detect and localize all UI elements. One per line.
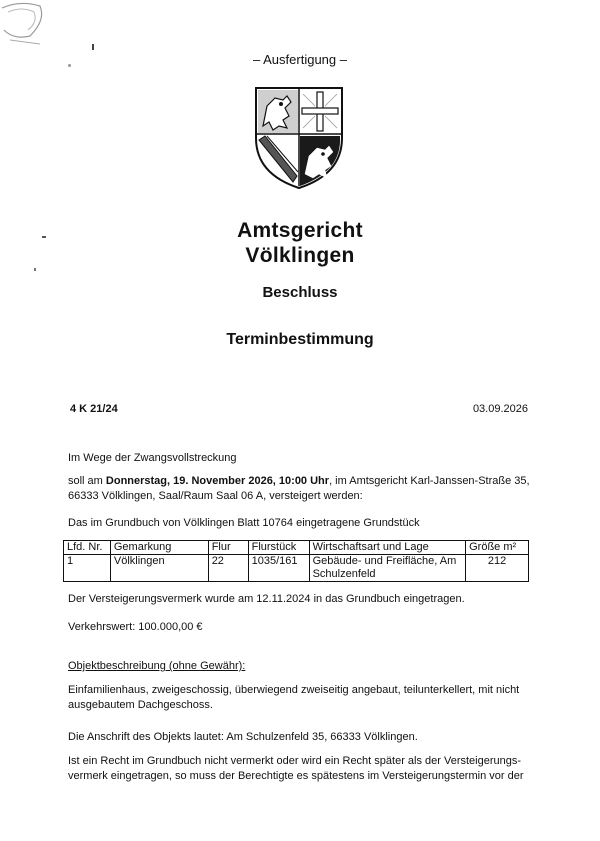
grundbuch-text: Das im Grundbuch von Völklingen Blatt 10764 eingetragene Grundstück bbox=[68, 517, 420, 529]
column-header: Wirtschaftsart und Lage bbox=[309, 541, 466, 555]
anschrift-text: Die Anschrift des Objekts lautet: Am Schulzenfeld 35, 66333 Völklingen. bbox=[68, 731, 418, 743]
saarland-coat-of-arms-icon bbox=[253, 86, 345, 190]
document-title: Terminbestimmung bbox=[226, 331, 374, 348]
cell-lfd: 1 bbox=[64, 555, 111, 582]
scan-dot bbox=[92, 44, 94, 50]
scan-dot bbox=[34, 268, 36, 271]
case-number: 4 K 21/24 bbox=[70, 403, 118, 415]
objekt-heading: Objektbeschreibung (ohne Gewähr): bbox=[68, 660, 246, 672]
intro-text: Im Wege der Zwangsvollstreckung bbox=[68, 452, 237, 464]
column-header: Flurstück bbox=[248, 541, 309, 555]
court-name bbox=[0, 218, 600, 268]
column-header: Flur bbox=[208, 541, 248, 555]
verkehrswert-text: Verkehrswert: 100.000,00 € bbox=[68, 621, 203, 633]
table-row bbox=[64, 555, 529, 582]
cell-groesse: 212 bbox=[466, 555, 529, 582]
ausfertigung-label: – Ausfertigung – bbox=[253, 52, 347, 67]
court-line-1: Amtsgericht bbox=[237, 219, 363, 242]
objekt-description: Einfamilienhaus, zweigeschossig, überwiegend zweiseitig angebaut, teilunterkellert, mit nicht ausgebautem Dachgeschoss. bbox=[68, 684, 520, 711]
cell-flurstueck: 1035/161 bbox=[248, 555, 309, 582]
document-date: 03.09.2026 bbox=[472, 403, 528, 415]
document-type: Beschluss bbox=[262, 284, 338, 301]
column-header: Größe m² bbox=[466, 541, 529, 555]
cell-lage: Gebäude- und Freifläche, Am Schulzenfeld bbox=[309, 555, 466, 582]
cell-flur: 22 bbox=[208, 555, 248, 582]
termin-paragraph bbox=[68, 474, 532, 504]
grundstueck-table bbox=[63, 540, 529, 582]
termin-date: Donnerstag, 19. November 2026, 10:00 Uhr bbox=[105, 475, 330, 487]
recht-text: Ist ein Recht im Grundbuch nicht vermerkt oder wird ein Recht später als der Versteigerungs-vermerk eingetragen, so muss der Berechtigte es spätestens im Versteigerungstermin vor der bbox=[68, 755, 524, 782]
termin-prefix: soll am bbox=[68, 475, 106, 487]
table-header-row bbox=[64, 541, 529, 555]
column-header: Gemarkung bbox=[110, 541, 208, 555]
cell-gemarkung: Völklingen bbox=[110, 555, 208, 582]
scan-artifact-corner bbox=[0, 0, 60, 50]
termin-suffix: , im Amtsgericht Karl-Janssen-Straße 35, 66333 Völklingen, Saal/Raum Saal 06 A, versteigert werden: bbox=[68, 475, 530, 502]
column-header: Lfd. Nr. bbox=[64, 541, 111, 555]
court-line-2: Völklingen bbox=[245, 244, 355, 267]
vermerk-text: Der Versteigerungsvermerk wurde am 12.11.2024 in das Grundbuch eingetragen. bbox=[68, 593, 465, 605]
